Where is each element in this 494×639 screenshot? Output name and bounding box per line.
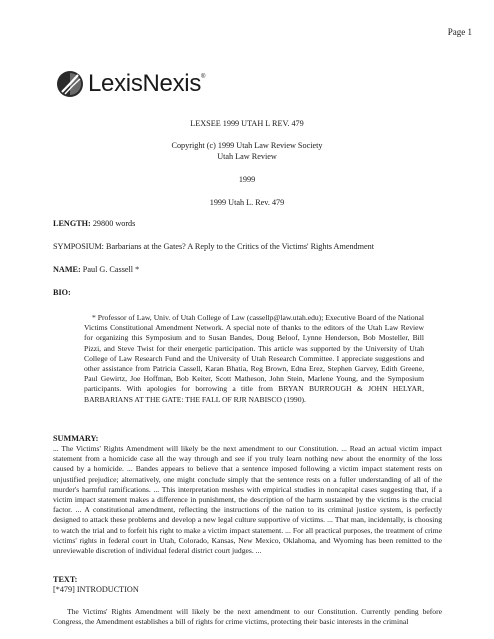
year-line: 1999 [238, 175, 256, 184]
lexisnexis-logo [56, 70, 205, 98]
summary-label: SUMMARY: [53, 434, 99, 443]
bio-label: BIO: [53, 288, 71, 297]
length-line [53, 219, 135, 230]
bio-text: * Professor of Law, Univ. of Utah College of Law (cassellp@law.utah.edu); Executive Board of the National Victims Constitutional Amendment Network. A special note of thanks to the editors of the Utah Law Review for organizing this Symposium and to Susan Bandes, Doug Beloof, Lynne Henderson, Bob Mosteller, Bill Pizzi, and Steve Twist for their energetic participation. This article was supported by the University of Utah College of Law Research Fund and the University of Utah Research Committee. I appreciate suggestions and other assistance from Patricia Cassell, Karan Bhatia, Reg Brown, Edna Erez, Stephen Garvey, Edith Greene, Paul Gewirtz, Joe Hoffman, Bob Keiter, Scott Matheson, John Stein, Marlene Young, and the Symposium participants. With apologies for borrowing a title from BRYAN BURROUGH & JOHN HELYAR, BARBARIANS AT THE GATE: THE FALL OF RJR NABISCO (1990). [84, 313, 424, 404]
symposium-line: SYMPOSIUM: Barbarians at the Gates? A Reply to the Critics of the Victims' Rights Amendment [53, 242, 375, 251]
body-text: The Victims' Rights Amendment will likely be the next amendment to our Constitution. Currently pending before Congress, the Amendment establishes a bill of rights for crime victims, protecting their basic interests in the criminal [53, 607, 442, 627]
body-paragraph [53, 607, 442, 627]
name-line [53, 265, 139, 276]
cite-line: 1999 Utah L. Rev. 479 [209, 198, 285, 207]
summary-paragraph [53, 444, 442, 556]
summary-text: ... The Victims' Rights Amendment will likely be the next amendment to our Constitution. ... Read an actual victim impact statement from a homicide case all the way through and see if you truly learn nothing new about the enormity of the loss caused by a homicide. ... Bandes appears to believe that a sentence imposed following a victim impact statement rests on unjustified prejudice; alternatively, one might conclude simply that the sentence rests on a fuller understanding of all of the murder's harmful ramifications. ... This interpretation meshes with empirical studies in noncapital cases suggesting that, if a victim impact statement makes a difference in punishment, the description of the harm sustained by the victims is the crucial factor. ... A constitutional amendment, reflecting the instructions of the nation to its criminal justice system, is perfectly designed to attack these problems and develop a new legal culture supportive of victims. ... That man, incidentally, is choosing to watch the trial and to forfeit his right to make a victim impact statement. ... For all practical purposes, the treatment of crime victims' rights in federal court in Utah, Colorado, Kansas, New Mexico, Oklahoma, and Wyoming has been remitted to the unreviewable discretion of individual federal district court judges. ... [53, 444, 442, 556]
length-label: LENGTH: [53, 219, 91, 228]
name-value: Paul G. Cassell * [82, 265, 140, 274]
journal-line: Utah Law Review [217, 152, 277, 161]
text-label: TEXT: [53, 575, 78, 584]
introduction-heading: [*479] INTRODUCTION [53, 585, 139, 594]
bio-paragraph [84, 313, 424, 405]
length-value: 29800 words [92, 219, 136, 228]
lexisnexis-logo-icon [56, 70, 84, 98]
copyright-line: Copyright (c) 1999 Utah Law Review Society [171, 141, 323, 150]
logo-wordmark: LexisNexis® [88, 70, 206, 97]
name-label: NAME: [53, 265, 81, 274]
page-number: Page 1 [447, 27, 472, 37]
lexsee-line: LEXSEE 1999 UTAH L REV. 479 [190, 119, 304, 128]
